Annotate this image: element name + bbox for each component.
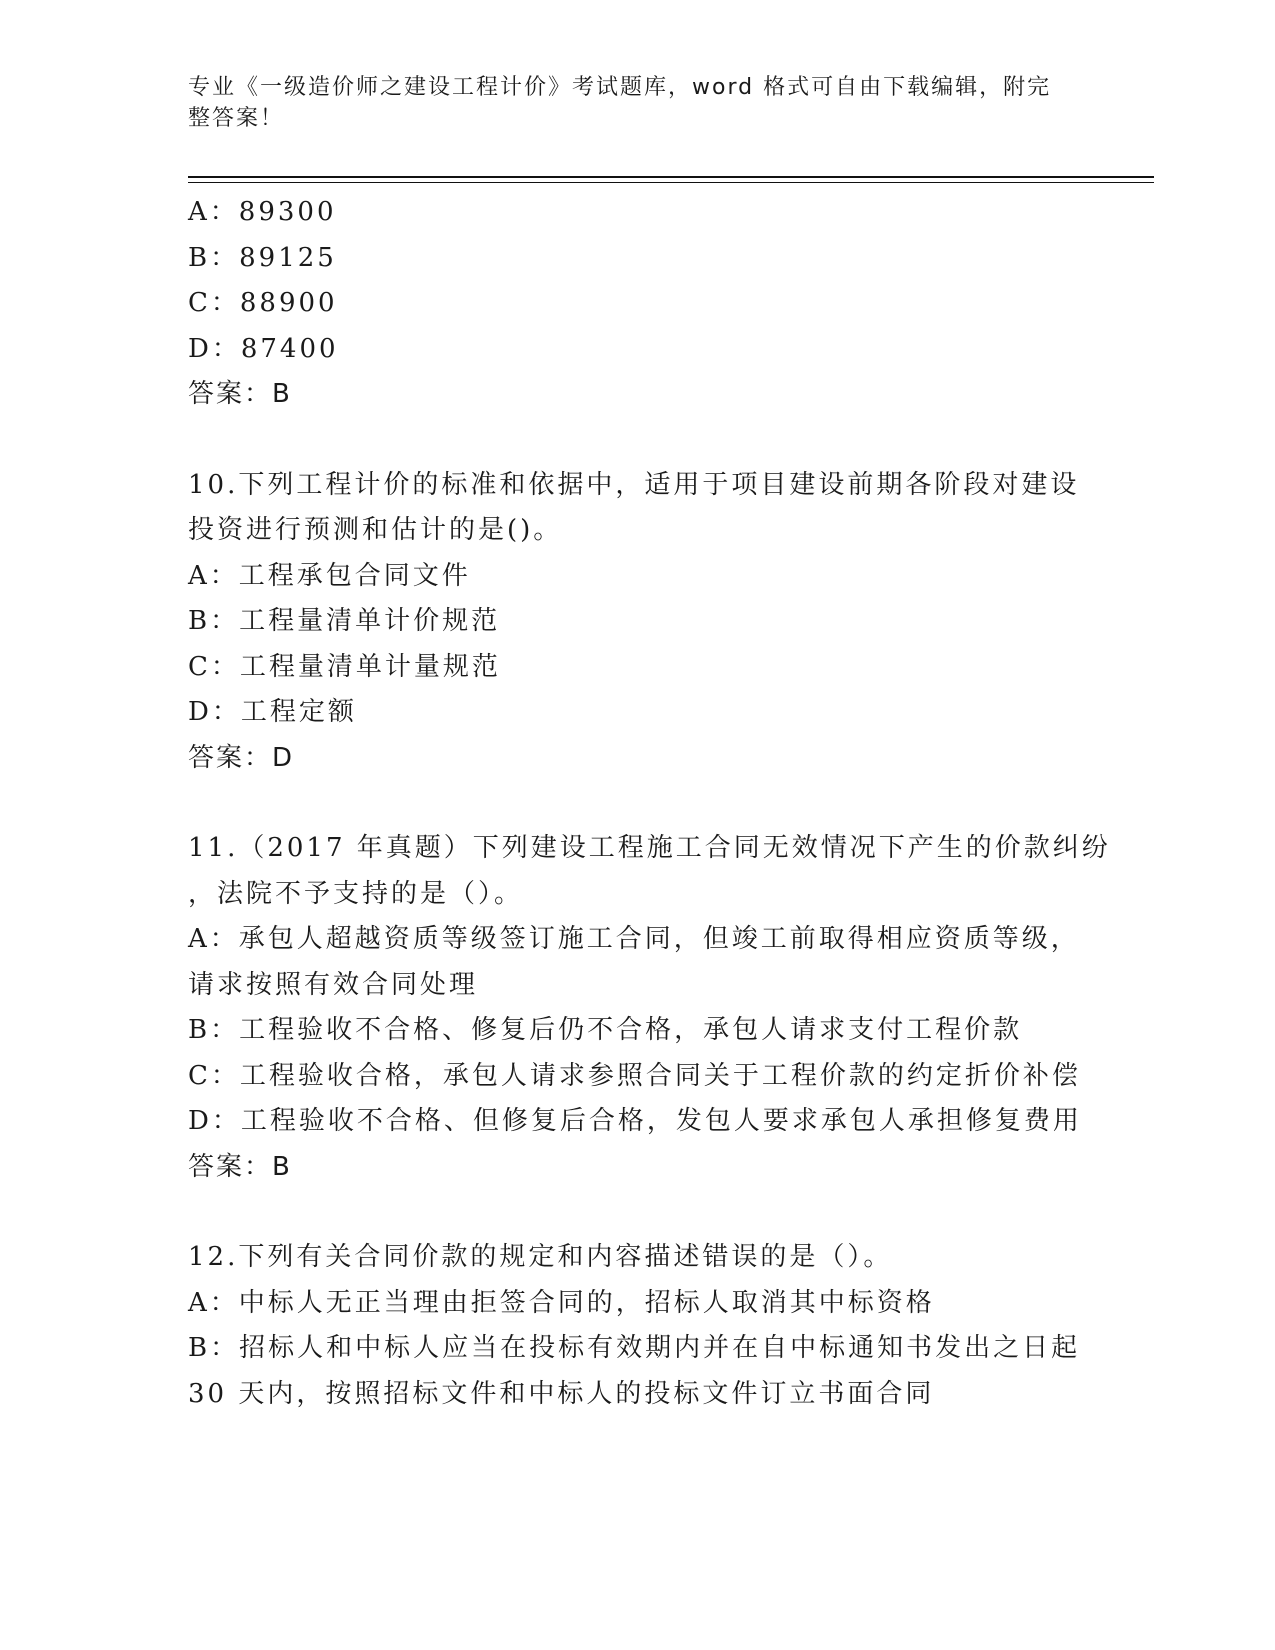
question-stem: 10.下列工程计价的标准和依据中，适用于项目建设前期各阶段对建设	[188, 469, 1080, 500]
question-9-continued	[188, 190, 1088, 418]
option-c: C：工程量清单计量规范	[188, 651, 501, 682]
option-c: C：88900	[188, 288, 338, 318]
page-header	[188, 72, 1078, 134]
option-b: B：工程验收不合格、修复后仍不合格，承包人请求支付工程价款	[188, 1015, 1023, 1045]
question-content	[188, 190, 1111, 1417]
option-b: B：工程量清单计价规范	[188, 606, 501, 636]
question-11	[188, 826, 1111, 1190]
header-rule-thick	[188, 176, 1154, 178]
option-d: D：工程定额	[188, 697, 357, 727]
header-rule-thin	[188, 182, 1154, 183]
header-line-1: 专业《一级造价师之建设工程计价》考试题库，word 格式可自由下载编辑，附完	[188, 75, 1052, 100]
question-stem: 11.（2017 年真题）下列建设工程施工合同无效情况下产生的价款纠纷	[188, 833, 1111, 863]
option-d: D：87400	[188, 333, 339, 364]
question-12	[188, 1235, 1088, 1417]
answer: 答案：D	[188, 742, 295, 773]
option-a: A：89300	[188, 197, 337, 227]
option-a: A：承包人超越资质等级签订施工合同，但竣工前取得相应资质等级，	[188, 924, 1080, 954]
question-stem: ，法院不予支持的是（）。	[188, 878, 524, 909]
option-a: A：工程承包合同文件	[188, 560, 471, 591]
option-b: B：89125	[188, 242, 337, 273]
answer: 答案：B	[188, 1151, 292, 1182]
question-10	[188, 463, 1088, 782]
option-b-continued: 30 天内，按照招标文件和中标人的投标文件订立书面合同	[188, 1378, 935, 1409]
option-d: D：工程验收不合格、但修复后合格，发包人要求承包人承担修复费用	[188, 1106, 1082, 1136]
option-a: A：中标人无正当理由拒签合同的，招标人取消其中标资格	[188, 1287, 935, 1318]
question-stem: 投资进行预测和估计的是()。	[188, 515, 563, 545]
answer: 答案：B	[188, 379, 292, 409]
option-b: B：招标人和中标人应当在投标有效期内并在自中标通知书发出之日起	[188, 1333, 1081, 1363]
header-line-2: 整答案！	[188, 106, 285, 131]
option-c: C：工程验收合格，承包人请求参照合同关于工程价款的约定折价补偿	[188, 1060, 1081, 1091]
question-stem: 12.下列有关合同价款的规定和内容描述错误的是（）。	[188, 1242, 893, 1272]
option-a-continued: 请求按照有效合同处理	[188, 969, 479, 1000]
